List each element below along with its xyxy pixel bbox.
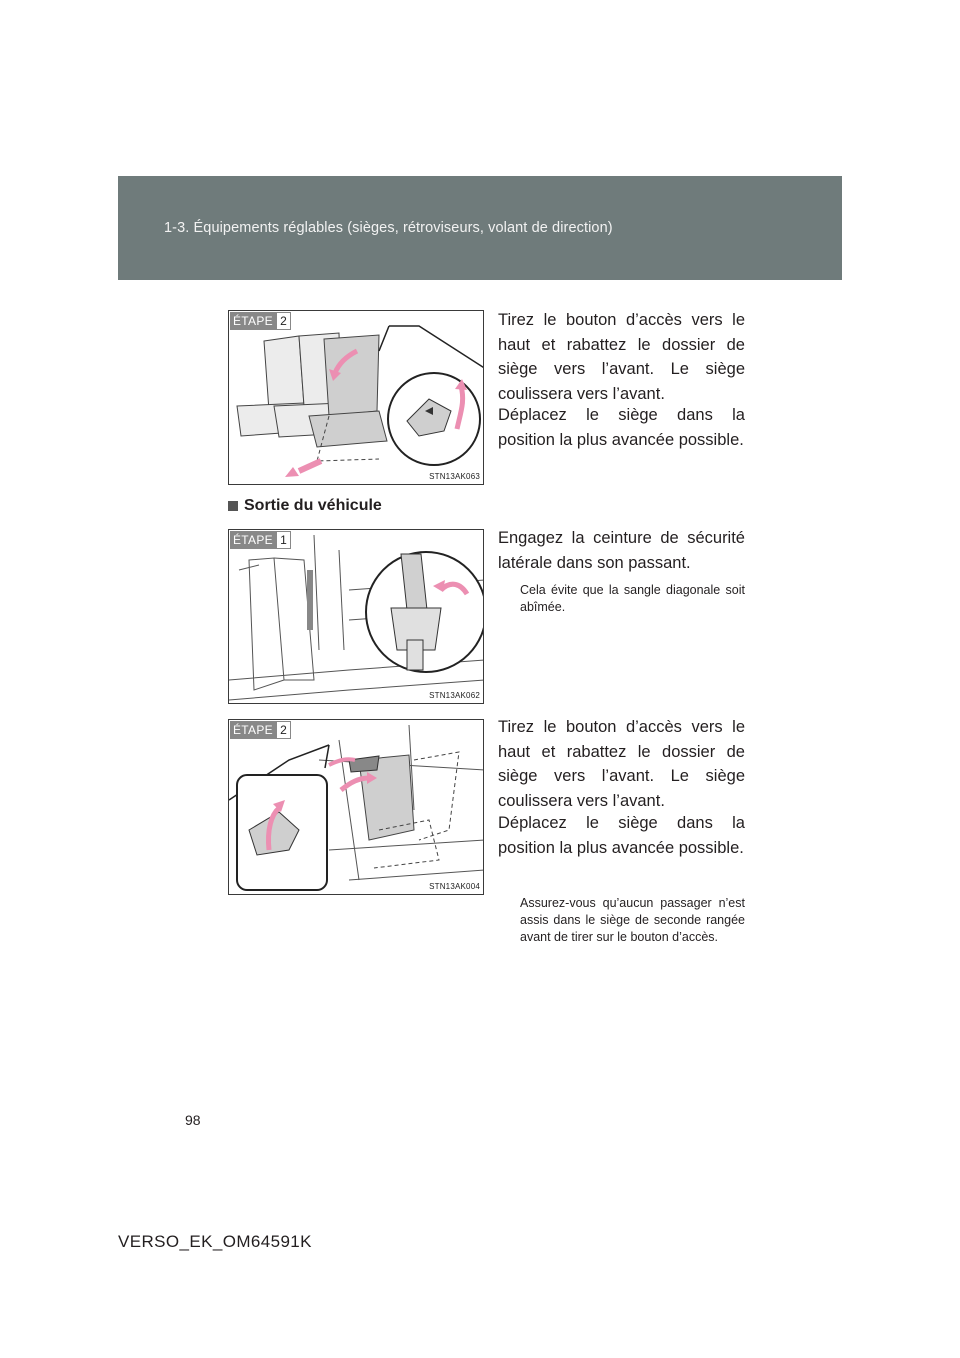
- step-text: Déplacez le siège dans la position la plus avancée possible.: [498, 406, 745, 449]
- figure-fold-seat: [228, 310, 484, 485]
- step-text: Tirez le bouton d’accès vers le haut et rabattez le dossier de siège vers l’avant. Le siège coulissera vers l’avant.: [498, 718, 745, 810]
- step-text: Engagez la ceinture de sécurité latérale dans son passant.: [498, 529, 745, 572]
- access-lever-illustration: [229, 720, 484, 895]
- step-text: Tirez le bouton d’accès vers le haut et rabattez le dossier de siège vers l’avant. Le siège coulissera vers l’avant.: [498, 311, 745, 403]
- figure-seatbelt: [228, 529, 484, 704]
- document-code: VERSO_EK_OM64591K: [118, 1232, 312, 1251]
- step-text: Déplacez le siège dans la position la plus avancée possible.: [498, 814, 745, 857]
- figure-code: STN13AK004: [429, 882, 480, 891]
- square-bullet-icon: [228, 501, 238, 511]
- figure-code: STN13AK063: [429, 472, 480, 481]
- header-band: [118, 176, 842, 280]
- figure-code: STN13AK062: [429, 691, 480, 700]
- section-title: 1-3. Équipements réglables (sièges, rétroviseurs, volant de direction): [164, 220, 613, 236]
- step-tag: ÉTAPE 2: [230, 721, 291, 739]
- seatbelt-illustration: [229, 530, 484, 704]
- section-heading: Sortie du véhicule: [228, 497, 382, 515]
- step-note: Cela évite que la sangle diagonale soit abîmée.: [520, 583, 745, 614]
- step-tag: ÉTAPE 2: [230, 312, 291, 330]
- seat-fold-illustration: [229, 311, 484, 485]
- step-tag: ÉTAPE 1: [230, 531, 291, 549]
- page-number: 98: [185, 1112, 201, 1128]
- step-note: Assurez-vous qu’aucun passager n’est assis dans le siège de seconde rangée avant de tirer sur le bouton d’accès.: [520, 896, 745, 944]
- figure-access-lever: [228, 719, 484, 895]
